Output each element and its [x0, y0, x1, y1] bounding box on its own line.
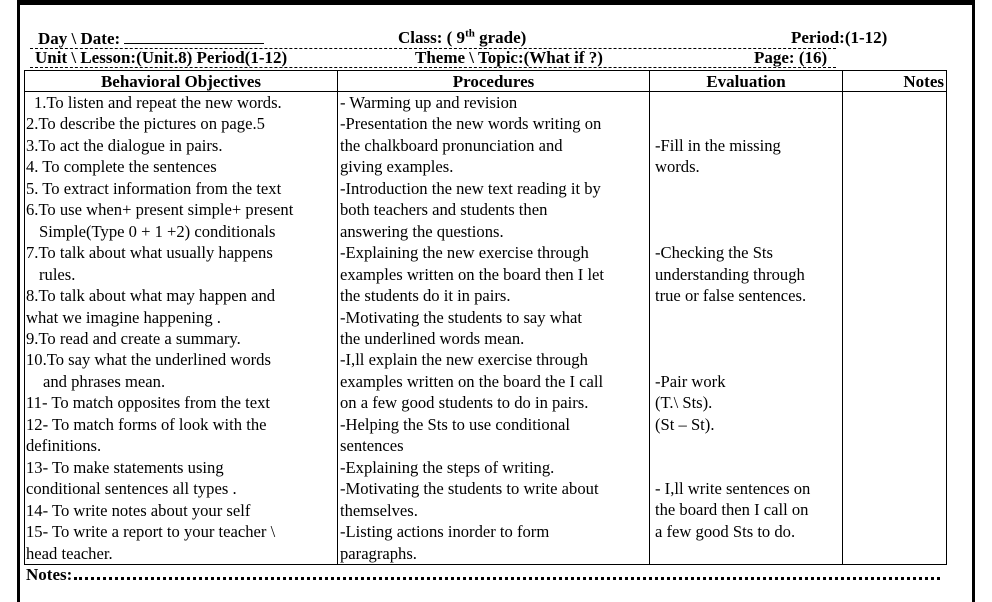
notes-cell — [843, 92, 947, 565]
procedure-line: themselves. — [340, 500, 418, 520]
procedure-line: -Helping the Sts to use conditional — [340, 414, 570, 434]
objective-line: 3.To act the dialogue in pairs. — [26, 135, 223, 155]
objectives-cell — [25, 92, 338, 565]
procedure-line: - Warming up and revision — [340, 93, 518, 112]
objective-line: 1.To listen and repeat the new words. — [34, 93, 282, 112]
evaluation-line: understanding through — [655, 264, 805, 284]
evaluation-line: the board then I call on — [655, 500, 809, 520]
objective-line: 9.To read and create a summary. — [26, 328, 241, 348]
objective-line: definitions. — [26, 436, 102, 456]
page-top-border — [17, 0, 975, 5]
evaluation-line: true or false sentences. — [655, 286, 807, 305]
evaluation-line: - I,ll write sentences on — [655, 479, 811, 498]
procedure-line: -Listing actions inorder to form — [340, 522, 550, 542]
class-field — [398, 28, 526, 48]
class-label: Class: ( 9 — [398, 28, 466, 47]
footer-notes-dotted-line — [74, 564, 940, 580]
objective-line: and phrases mean. — [43, 371, 166, 391]
procedure-line: paragraphs. — [340, 543, 417, 563]
header-objectives: Behavioral Objectives — [25, 71, 338, 92]
day-date-label: Day \ Date: — [38, 29, 121, 48]
procedure-line: the students do it in pairs. — [340, 286, 511, 306]
evaluation-line: a few good Sts to do. — [655, 521, 796, 541]
page-right-border — [972, 0, 975, 602]
objective-line: 7.To talk about what usually happens — [26, 243, 273, 263]
objective-line: rules. — [39, 264, 76, 284]
page-left-border — [17, 0, 20, 602]
evaluation-line: words. — [655, 157, 700, 177]
objective-line: what we imagine happening . — [26, 307, 221, 327]
evaluation-line: -Pair work — [655, 371, 726, 391]
procedure-line: the underlined words mean. — [340, 328, 525, 348]
procedure-line: -Explaining the steps of writing. — [340, 457, 555, 477]
evaluation-line: -Checking the Sts — [655, 243, 773, 263]
objective-line: 2.To describe the pictures on page.5 — [26, 114, 265, 134]
procedure-line: -Introduction the new text reading it by — [340, 178, 601, 198]
header-divider-1 — [30, 48, 836, 49]
procedure-line: examples written on the board the I call — [340, 371, 604, 391]
procedure-line: answering the questions. — [340, 221, 504, 241]
unit-lesson: Unit \ Lesson:(Unit.8) Period(1-12) — [35, 48, 288, 67]
header-divider-2 — [30, 67, 836, 68]
objective-line: 10.To say what the underlined words — [26, 350, 271, 370]
evaluation-line: -Fill in the missing — [655, 135, 781, 155]
header-notes: Notes — [843, 71, 947, 92]
procedure-line: -Explaining the new exercise through — [340, 243, 589, 263]
objective-line: 13- To make statements using — [26, 457, 224, 477]
header-procedures: Procedures — [338, 71, 650, 92]
procedure-line: -Motivating the students to say what — [340, 307, 582, 327]
objective-line: conditional sentences all types . — [26, 479, 237, 499]
evaluation-cell — [650, 92, 843, 565]
objective-line: 5. To extract information from the text — [26, 178, 282, 198]
objective-line: 15- To write a report to your teacher \ — [26, 522, 276, 542]
procedure-line: both teachers and students then — [340, 200, 548, 220]
objective-line: 11- To match opposites from the text — [26, 393, 271, 413]
day-date-field — [38, 28, 264, 49]
objective-line: Simple(Type 0 + 1 +2) conditionals — [39, 221, 276, 241]
class-superscript: th — [465, 27, 475, 40]
procedure-line: on a few good students to do in pairs. — [340, 393, 589, 413]
procedure-line: sentences — [340, 436, 404, 456]
class-grade: grade) — [474, 28, 527, 47]
procedures-cell — [338, 92, 650, 565]
lesson-plan-table — [24, 70, 947, 565]
objective-line: 4. To complete the sentences — [26, 157, 217, 177]
day-date-blank — [124, 28, 264, 44]
procedure-line: -Presentation the new words writing on — [340, 114, 602, 134]
objective-line: 6.To use when+ present simple+ present — [26, 200, 294, 220]
procedure-line: examples written on the board then I let — [340, 264, 605, 284]
page-number: Page: (16) — [754, 48, 828, 67]
period-top: Period:(1-12) — [791, 28, 888, 47]
evaluation-line: (St – St). — [655, 414, 715, 434]
objective-line: 14- To write notes about your self — [26, 500, 251, 520]
table-header-row — [25, 71, 947, 92]
objective-line: 8.To talk about what may happen and — [26, 286, 276, 306]
procedure-line: -Motivating the students to write about — [340, 479, 599, 499]
procedure-line: giving examples. — [340, 157, 454, 177]
objective-line: 12- To match forms of look with the — [26, 414, 267, 434]
footer-notes — [26, 564, 940, 585]
procedure-line: the chalkboard pronunciation and — [340, 135, 563, 155]
objective-line: head teacher. — [26, 543, 113, 563]
evaluation-line: (T.\ Sts). — [655, 393, 713, 413]
theme-topic: Theme \ Topic:(What if ?) — [415, 48, 603, 67]
header-evaluation: Evaluation — [650, 71, 843, 92]
table-row — [25, 92, 947, 565]
procedure-line: -I,ll explain the new exercise through — [340, 350, 588, 370]
footer-notes-label: Notes: — [26, 565, 73, 584]
